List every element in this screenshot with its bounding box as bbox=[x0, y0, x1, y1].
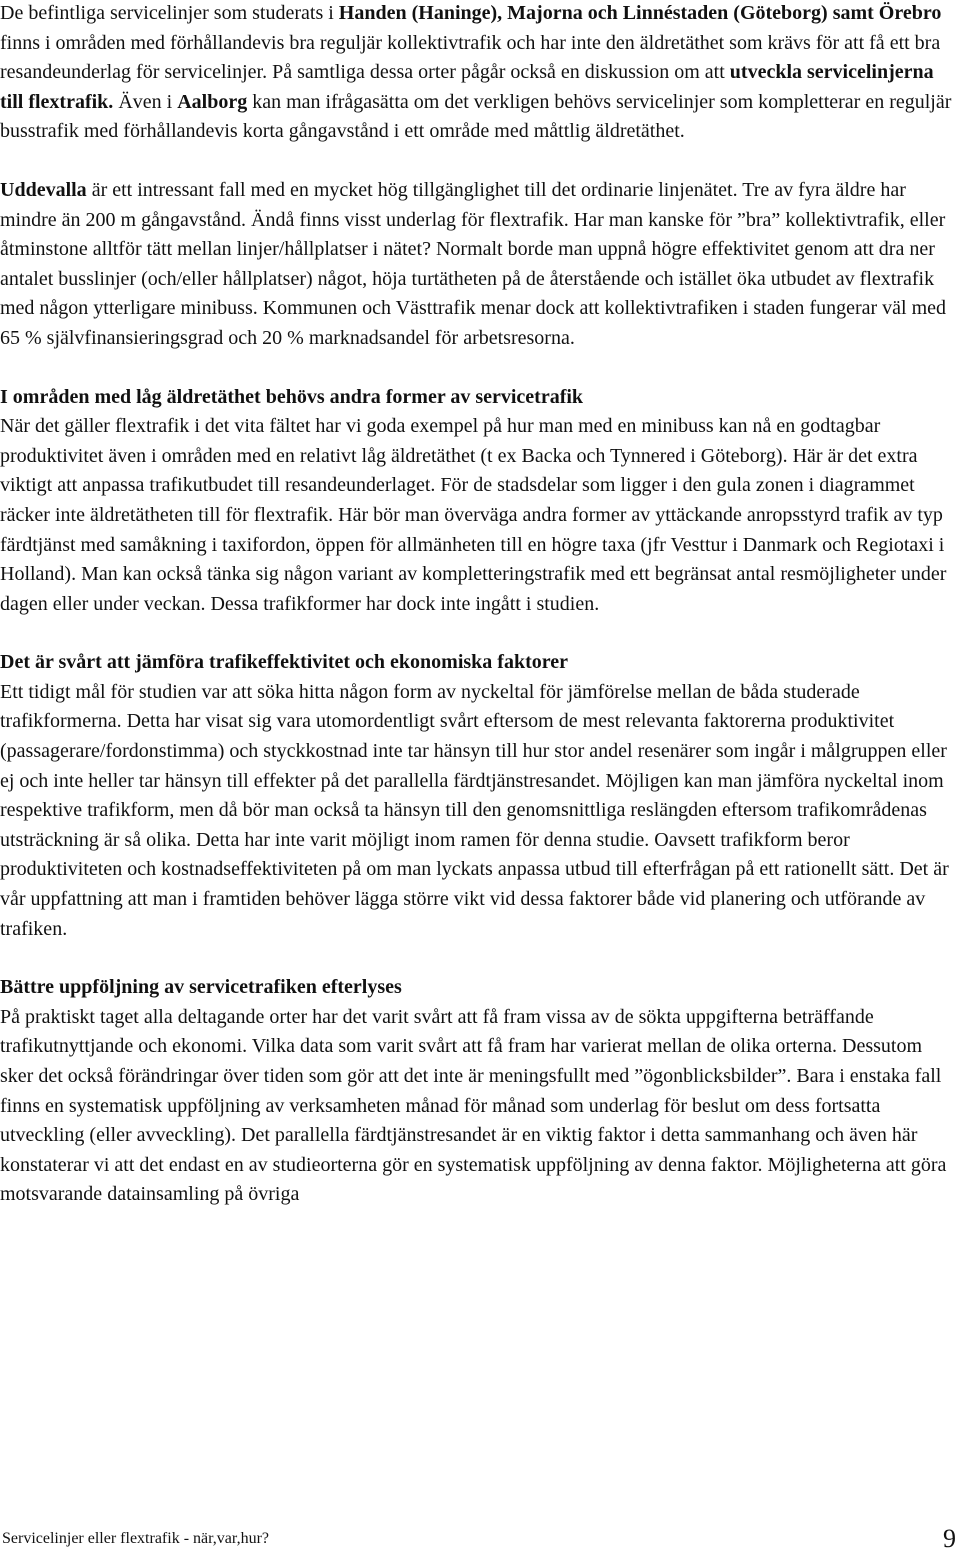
bold-aalborg: Aalborg bbox=[177, 90, 248, 113]
text-span: är ett intressant fall med en mycket hög tillgänglighet till det ordinarie linjenätet. Tre av fyra äldre har mindre än 200 m gångavstånd. Ändå finns visst underlag för flextrafik. Har man kanske för ”bra” kollektivtrafik, eller åtminstone alltför tätt mellan linjer/hållplatser i nätet? Normalt borde man uppnå högre effektivitet genom att dra ner antalet busslinjer (och/eller hållplatser) något, höja turtätheten på de återstående och istället öka utbudet av flextrafik med någon ytterligare minibuss. Kommunen och Västtrafik menar dock att kollektivtrafiken i staden fungerar väl med 65 % självfinansieringsgrad och 20 % marknadsandel för arbetsresorna. bbox=[0, 178, 947, 349]
bold-place-names: Handen (Haninge), Majorna och Linnéstaden (Göteborg) samt Örebro bbox=[338, 2, 942, 24]
section-body-comparison: Ett tidigt mål för studien var att söka hitta någon form av nyckeltal för jämförelse mellan de båda studerade trafikformerna. Detta har visat sig vara utomordentligt svårt eftersom de mest relevanta faktorerna produktivitet (passagerare/fordonstimma) och styckkostnad inte tar hänsyn till hur stor andel resenärer som ingår i målgruppen eller ej och inte heller tar hänsyn till effekter på det parallella färdtjänstresandet. Möjligen kan man jämföra nyckeltal inom respektive trafikform, men då bör man också ta hänsyn till den genomsnittliga reslängden eftersom trafikområdenas utsträckning är så olika. Detta har inte varit möjligt inom ramen för denna studie. Oavsett trafikform beror produktiviteten och kostnadseffektiviteten på om man lyckats anpassa utbud till efterfrågan på ett rationellt sätt. Det är vår uppfattning att man i framtiden behöver lägga större vikt vid dessa faktorer både vid planering och utförande av trafiken. bbox=[0, 680, 949, 940]
bold-develop-flextrafik: utveckla servicelinjerna till flextrafik. bbox=[0, 61, 934, 113]
page-number: 9 bbox=[943, 1524, 956, 1553]
text-span: Även i bbox=[113, 90, 178, 113]
footer-title: Servicelinjer eller flextrafik - när,var,hur? bbox=[2, 1530, 270, 1547]
paragraph-gap bbox=[0, 147, 958, 176]
section-heading-follow-up: Bättre uppföljning av servicetrafiken efterlyses bbox=[0, 976, 402, 999]
paragraph-existing-service-lines bbox=[0, 0, 958, 147]
text-span: finns i områden med förhållandevis bra reguljär kollektivtrafik och har inte den äldretäthet som krävs för att få ett bra resandeunderlag för servicelinjer. På samtliga dessa orter pågår också en diskussion om att bbox=[0, 31, 941, 84]
section-heading-low-density: I områden med låg äldretäthet behövs andra former av servicetrafik bbox=[0, 385, 584, 408]
paragraph-gap bbox=[0, 944, 958, 973]
bold-uddevalla: Uddevalla bbox=[0, 178, 87, 201]
text-span: De befintliga servicelinjer som studerats i bbox=[0, 2, 339, 24]
paragraph-gap bbox=[0, 619, 958, 648]
paragraph-uddevalla bbox=[0, 176, 958, 354]
section-heading-comparison: Det är svårt att jämföra trafikeffektivitet och ekonomiska faktorer bbox=[0, 651, 568, 674]
paragraph-gap bbox=[0, 354, 958, 383]
section-body-low-density: När det gäller flextrafik i det vita fältet har vi goda exempel på hur man med en minibuss kan nå en godtagbar produktivitet även i områden med en relativt låg äldretäthet (t ex Backa och Tynnered i Göteborg). Här är det extra viktigt att anpassa trafikutbudet till resandeunderlaget. För de stadsdelar som ligger i den gula zonen i diagrammet räcker inte äldretätheten till för flextrafik. Här bör man överväga andra former av yttäckande anropsstyrd trafik av typ färdtjänst med samåkning i taxifordon, öppen för allmänheten till en högre taxa (jfr Vesttur i Danmark och Regiotaxi i Holland). Man kan också tänka sig någon variant av kompletteringstrafik med ett begränsat antal resmöjligheter under dagen eller under veckan. Dessa trafikformer har dock inte ingått i studien. bbox=[0, 415, 947, 615]
section-body-follow-up: På praktiskt taget alla deltagande orter har det varit svårt att få fram vissa av de sökta uppgifterna beträffande trafikutnyttjande och ekonomi. Vilka data som varit svårt att få fram har varierat mellan de olika orterna. Dessutom sker det också förändringar över tiden som gör att det inte är meningsfullt med ”ögonblicksbilder”. Bara i enstaka fall finns en systematisk uppföljning av verksamheten månad för månad som underlag för beslut om dess fortsatta utveckling (eller avveckling). Det parallella färdtjänstresandet är en viktig faktor i detta sammanhang och även här konstaterar vi att det endast en av studieorterna gör en systematisk uppföljning av denna faktor. Möjligheterna att göra motsvarande datainsamling på övriga bbox=[0, 1005, 947, 1206]
text-span: kan man ifrågasätta om det verkligen behövs servicelinjer som kompletterar en reguljär busstrafik med förhållandevis korta gångavstånd i ett område med måttlig äldretäthet. bbox=[0, 90, 952, 143]
